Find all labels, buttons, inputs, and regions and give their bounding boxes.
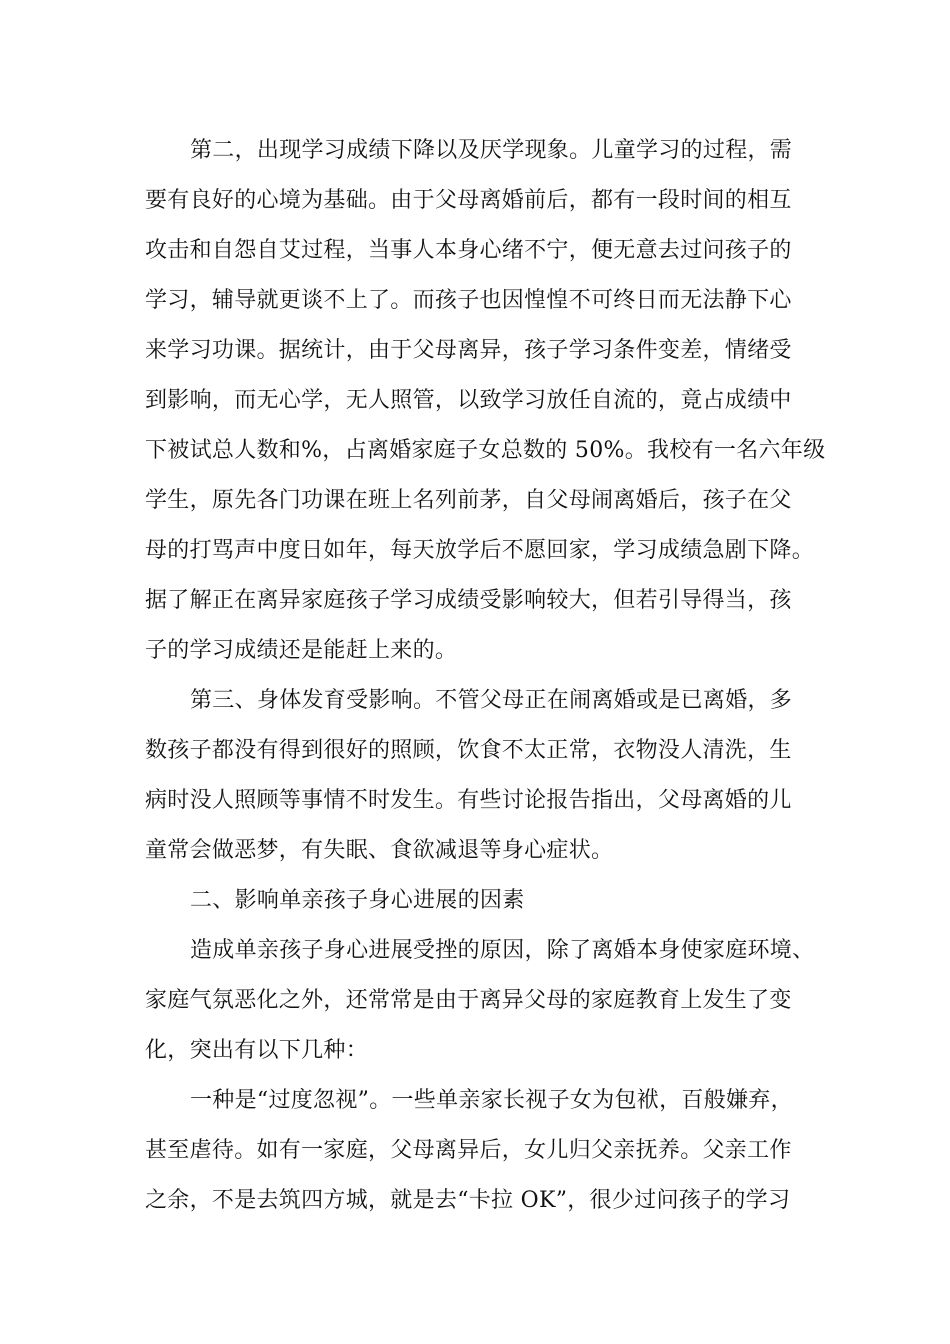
text-line: 据了解正在离异家庭孩子学习成绩受影响较大，但若引导得当，孩 — [145, 588, 792, 613]
text-line: 之余，不是去筑四方城，就是去“卡拉 OK”，很少过问孩子的学习 — [145, 1188, 791, 1213]
section-heading: 二、影响单亲孩子身心进展的因素 — [190, 888, 525, 913]
text-line: 数孩子都没有得到很好的照顾，饮食不太正常，衣物没人清洗，生 — [145, 738, 792, 763]
text-line: 第三、身体发育受影响。不管父母正在闹离婚或是已离婚，多 — [190, 688, 793, 713]
text-line: 学习，辅导就更谈不上了。而孩子也因惶惶不可终日而无法静下心 — [145, 288, 792, 313]
text-line: 下被试总人数和%，占离婚家庭子女总数的 50%。我校有一名六年级 — [145, 438, 826, 463]
text-line: 甚至虐待。如有一家庭，父母离异后，女儿归父亲抚养。父亲工作 — [145, 1138, 792, 1163]
text-line: 化，突出有以下几种： — [145, 1038, 369, 1063]
text-line: 童常会做恶梦，有失眠、食欲减退等身心症状。 — [145, 838, 614, 863]
text-line: 母的打骂声中度日如年，每天放学后不愿回家，学习成绩急剧下降。 — [145, 538, 815, 563]
text-line: 攻击和自怨自艾过程，当事人本身心绪不宁，便无意去过问孩子的 — [145, 238, 792, 263]
text-line: 学生，原先各门功课在班上名列前茅，自父母闹离婚后，孩子在父 — [145, 488, 792, 513]
text-line: 造成单亲孩子身心进展受挫的原因，除了离婚本身使家庭环境、 — [190, 938, 815, 963]
text-line: 来学习功课。据统计，由于父母离异，孩子学习条件变差，情绪受 — [145, 338, 792, 363]
text-line: 第二，出现学习成绩下降以及厌学现象。儿童学习的过程，需 — [190, 138, 793, 163]
text-line: 一种是“过度忽视”。一些单亲家长视子女为包袱，百般嫌弃， — [190, 1088, 793, 1113]
text-line: 要有良好的心境为基础。由于父母离婚前后，都有一段时间的相互 — [145, 188, 792, 213]
text-line: 家庭气氛恶化之外，还常常是由于离异父母的家庭教育上发生了变 — [145, 988, 792, 1013]
text-line: 到影响，而无心学，无人照管，以致学习放任自流的，竟占成绩中 — [145, 388, 792, 413]
text-line: 病时没人照顾等事情不时发生。有些讨论报告指出，父母离婚的儿 — [145, 788, 792, 813]
text-line: 子的学习成绩还是能赶上来的。 — [145, 638, 458, 663]
